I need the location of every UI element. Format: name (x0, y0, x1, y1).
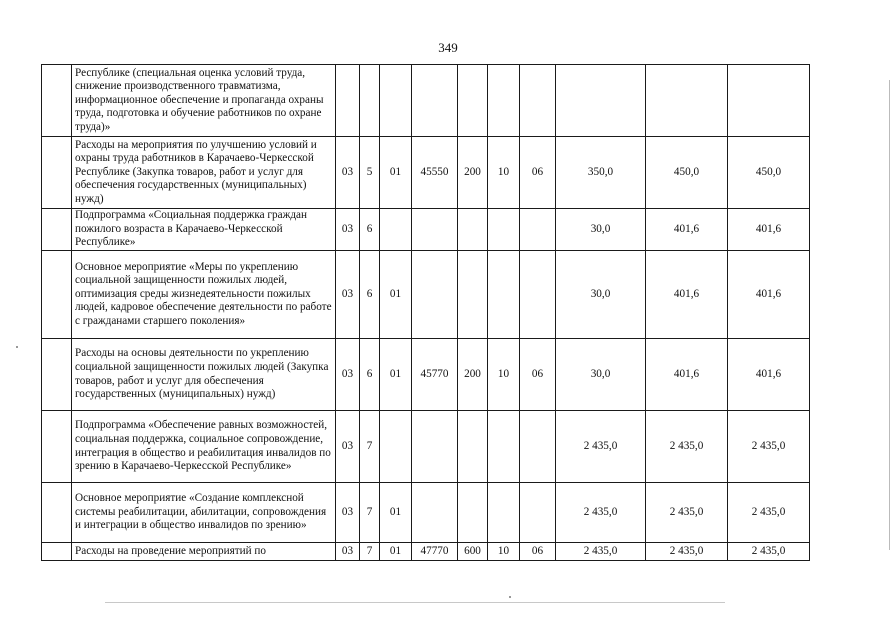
cell-value-2: 401,6 (646, 251, 728, 339)
cell-value-3: 401,6 (728, 209, 810, 251)
cell-value-3: 450,0 (728, 137, 810, 209)
cell-value-2: 2 435,0 (646, 411, 728, 483)
cell-blank (42, 251, 72, 339)
cell-value-1: 2 435,0 (556, 483, 646, 543)
table-row (42, 543, 810, 561)
cell-value-1: 30,0 (556, 339, 646, 411)
cell-rz: 03 (336, 543, 360, 561)
cell-c1: 10 (488, 543, 520, 561)
cell-description: Расходы на основы деятельности по укреплению социальной защищенности пожилых людей (Закупка товаров, работ и услуг для обеспечения государственных (муниципальных) нужд) (72, 339, 336, 411)
cell-value-1: 2 435,0 (556, 543, 646, 561)
cell-code: 45770 (412, 339, 458, 411)
cell-c2 (520, 483, 556, 543)
cell-c2: 06 (520, 543, 556, 561)
cell-vr: 600 (458, 543, 488, 561)
cell-prog: 01 (380, 483, 412, 543)
scan-artifact-dot (16, 346, 18, 348)
cell-value-2: 2 435,0 (646, 483, 728, 543)
cell-blank (42, 65, 72, 137)
cell-pr: 7 (360, 543, 380, 561)
cell-value-3: 2 435,0 (728, 543, 810, 561)
cell-prog (380, 209, 412, 251)
cell-blank (42, 137, 72, 209)
cell-prog: 01 (380, 543, 412, 561)
cell-description: Основное мероприятие «Создание комплексной системы реабилитации, абилитации, сопровождения и интеграции в общество инвалидов по зрению» (72, 483, 336, 543)
cell-value-3: 401,6 (728, 339, 810, 411)
table-row (42, 137, 810, 209)
cell-pr: 6 (360, 209, 380, 251)
cell-vr (458, 411, 488, 483)
table-row (42, 251, 810, 339)
cell-vr: 200 (458, 339, 488, 411)
cell-pr: 5 (360, 137, 380, 209)
budget-table (41, 64, 810, 561)
cell-code: 45550 (412, 137, 458, 209)
cell-vr (458, 65, 488, 137)
cell-c1 (488, 483, 520, 543)
cell-description: Республике (специальная оценка условий труда, снижение производственного травматизма, информационное обеспечение и пропаганда охраны труда, подготовка и обучение работников по охране труда)» (72, 65, 336, 137)
cell-blank (42, 209, 72, 251)
cell-description: Расходы на проведение мероприятий по (72, 543, 336, 561)
cell-c2 (520, 65, 556, 137)
scan-artifact-line (105, 602, 725, 603)
cell-code (412, 209, 458, 251)
cell-value-2: 450,0 (646, 137, 728, 209)
cell-blank (42, 411, 72, 483)
table-row (42, 339, 810, 411)
cell-c2 (520, 251, 556, 339)
cell-value-2: 401,6 (646, 209, 728, 251)
cell-c1 (488, 209, 520, 251)
cell-value-1: 30,0 (556, 251, 646, 339)
cell-c2: 06 (520, 137, 556, 209)
cell-value-2: 401,6 (646, 339, 728, 411)
cell-prog (380, 411, 412, 483)
cell-value-3: 2 435,0 (728, 483, 810, 543)
cell-rz: 03 (336, 339, 360, 411)
cell-code (412, 251, 458, 339)
cell-code (412, 411, 458, 483)
table-row (42, 65, 810, 137)
cell-code: 47770 (412, 543, 458, 561)
cell-value-1: 30,0 (556, 209, 646, 251)
cell-rz: 03 (336, 251, 360, 339)
cell-value-2: 2 435,0 (646, 543, 728, 561)
cell-rz: 03 (336, 483, 360, 543)
cell-pr (360, 65, 380, 137)
cell-c2: 06 (520, 339, 556, 411)
page-number: 349 (438, 40, 458, 55)
cell-vr: 200 (458, 137, 488, 209)
cell-pr: 6 (360, 339, 380, 411)
cell-c1 (488, 65, 520, 137)
cell-c1 (488, 411, 520, 483)
cell-vr (458, 251, 488, 339)
cell-blank (42, 543, 72, 561)
cell-rz (336, 65, 360, 137)
scan-artifact-dot (509, 596, 511, 598)
cell-value-1: 2 435,0 (556, 411, 646, 483)
cell-vr (458, 483, 488, 543)
cell-description: Основное мероприятие «Меры по укреплению социальной защищенности пожилых людей, оптимизация среды жизнедеятельности пожилых людей, кадровое обеспечение деятельности по работе с гражданами старшего поколения» (72, 251, 336, 339)
cell-c2 (520, 411, 556, 483)
cell-vr (458, 209, 488, 251)
cell-pr: 6 (360, 251, 380, 339)
cell-code (412, 483, 458, 543)
cell-rz: 03 (336, 209, 360, 251)
cell-c1: 10 (488, 137, 520, 209)
cell-c1 (488, 251, 520, 339)
cell-rz: 03 (336, 137, 360, 209)
cell-blank (42, 483, 72, 543)
cell-value-1: 350,0 (556, 137, 646, 209)
cell-c2 (520, 209, 556, 251)
cell-c1: 10 (488, 339, 520, 411)
cell-code (412, 65, 458, 137)
cell-value-2 (646, 65, 728, 137)
table-row (42, 483, 810, 543)
scan-artifact-edge (889, 80, 890, 550)
cell-prog: 01 (380, 251, 412, 339)
cell-pr: 7 (360, 411, 380, 483)
cell-value-3 (728, 65, 810, 137)
cell-rz: 03 (336, 411, 360, 483)
cell-description: Подпрограмма «Обеспечение равных возможностей, социальная поддержка, социальное сопровождение, интеграция в общество и реабилитация инвалидов по зрению в Карачаево-Черкесской Республике» (72, 411, 336, 483)
cell-prog: 01 (380, 339, 412, 411)
cell-value-3: 2 435,0 (728, 411, 810, 483)
cell-blank (42, 339, 72, 411)
cell-prog: 01 (380, 137, 412, 209)
cell-description: Подпрограмма «Социальная поддержка граждан пожилого возраста в Карачаево-Черкесской Республике» (72, 209, 336, 251)
cell-value-1 (556, 65, 646, 137)
cell-value-3: 401,6 (728, 251, 810, 339)
cell-description: Расходы на мероприятия по улучшению условий и охраны труда работников в Карачаево-Черкесской Республике (Закупка товаров, работ и услуг для обеспечения государственных (муниципальных) нужд) (72, 137, 336, 209)
cell-pr: 7 (360, 483, 380, 543)
cell-prog (380, 65, 412, 137)
table-row (42, 209, 810, 251)
table-row (42, 411, 810, 483)
